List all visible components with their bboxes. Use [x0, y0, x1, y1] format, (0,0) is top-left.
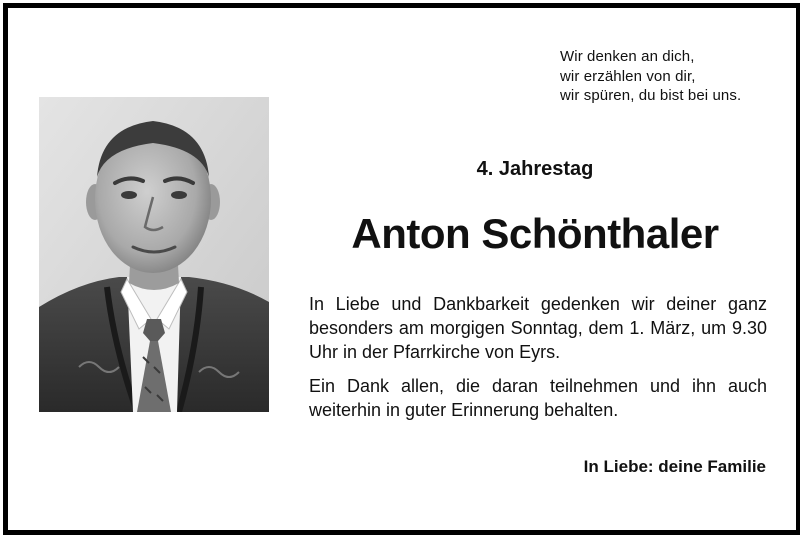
- family-signoff: In Liebe: deine Familie: [583, 457, 766, 476]
- portrait-photo: [39, 97, 269, 412]
- memorial-paragraph-2: Ein Dank allen, die daran teilnehmen und ihn auch weiterhin in guter Erinnerung behalten.: [309, 376, 767, 420]
- deceased-name: Anton Schönthaler: [351, 210, 719, 257]
- memorial-paragraph-1: In Liebe und Dankbarkeit gedenken wir deiner ganz besonders am morgigen Sonntag, dem 1. März, um 9.30 Uhr in der Pfarrkirche von Eyrs.: [309, 294, 767, 362]
- anniversary-heading: 4. Jahrestag: [476, 158, 594, 180]
- quote-line-3: wir spüren, du bist bei uns.: [560, 87, 742, 104]
- memorial-text: [309, 292, 767, 422]
- memorial-quote: [560, 47, 790, 106]
- quote-line-1: Wir denken an dich,: [560, 48, 695, 65]
- quote-line-2: wir erzählen von dir,: [560, 67, 696, 85]
